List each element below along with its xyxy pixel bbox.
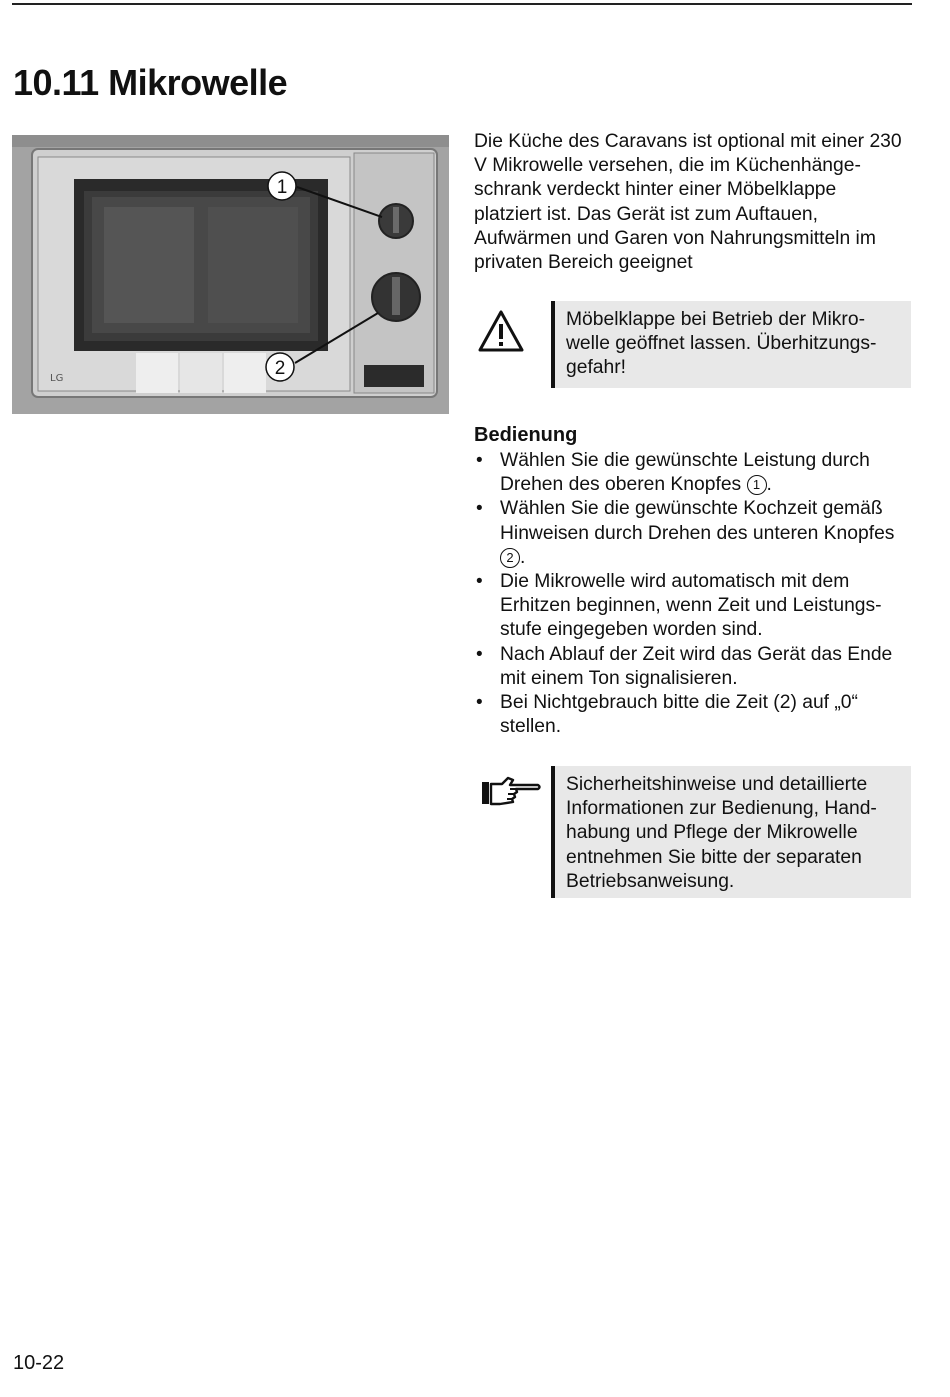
step-text: Wählen Sie die gewünschte Kochzeit gemäß Hinweisen durch Drehen des unteren Knopfes xyxy=(500,498,895,544)
step-suffix: . xyxy=(766,474,772,496)
info-note: Sicherheitshinweise und detaillierte Informationen zur Bedienung, Hand-habung und Pflege der Mikrowelle entnehmen Sie bitte der separaten Betriebsanweisung. xyxy=(551,766,911,898)
bullet: • xyxy=(476,692,483,714)
warning-triangle-icon xyxy=(477,309,525,358)
warning-note: Möbelklappe bei Betrieb der Mikro-welle geöffnet lassen. Überhitzungs-gefahr! xyxy=(551,301,911,388)
microwave-photo xyxy=(12,135,449,414)
step-text: Wählen Sie die gewünschte Leistung durch Drehen des oberen Knopfes xyxy=(500,450,870,496)
list-item xyxy=(474,449,910,497)
reference-marker: 2 xyxy=(500,548,520,568)
list-item xyxy=(474,691,910,739)
step-text: Bei Nichtgebrauch bitte die Zeit (2) auf „0“ stellen. xyxy=(500,692,858,738)
callout-2: 2 xyxy=(274,358,286,379)
operation-heading: Bedienung xyxy=(474,424,578,446)
bullet: • xyxy=(476,571,483,593)
step-text: Nach Ablauf der Zeit wird das Gerät das Ende mit einem Ton signalisieren. xyxy=(500,643,893,689)
top-rule xyxy=(12,3,912,5)
reference-marker: 1 xyxy=(747,475,767,495)
section-heading: 10.11 Mikrowelle xyxy=(13,62,288,103)
list-item xyxy=(474,497,910,570)
callout-1: 1 xyxy=(276,177,288,198)
bullet: • xyxy=(476,498,483,520)
step-text: Die Mikrowelle wird automatisch mit dem Erhitzen beginnen, wenn Zeit und Leistungs-stufe eingegeben worden sind. xyxy=(500,571,882,641)
pointing-hand-icon xyxy=(480,774,542,813)
list-item xyxy=(474,643,910,691)
operation-steps xyxy=(474,449,910,739)
intro-paragraph: Die Küche des Caravans ist optional mit einer 230 V Mikrowelle versehen, die im Küchenhänge-schrank verdeckt hinter einer Möbelklappe platziert ist. Das Gerät ist zum Auftauen, Aufwärmen und Garen von Nahrungsmitteln im privaten Bereich geeignet xyxy=(474,131,902,274)
bullet: • xyxy=(476,643,483,665)
list-item xyxy=(474,570,910,643)
brand-label: LG xyxy=(50,373,64,384)
step-suffix: . xyxy=(520,546,526,568)
bullet: • xyxy=(476,450,483,471)
page-number: 10-22 xyxy=(13,1352,65,1374)
